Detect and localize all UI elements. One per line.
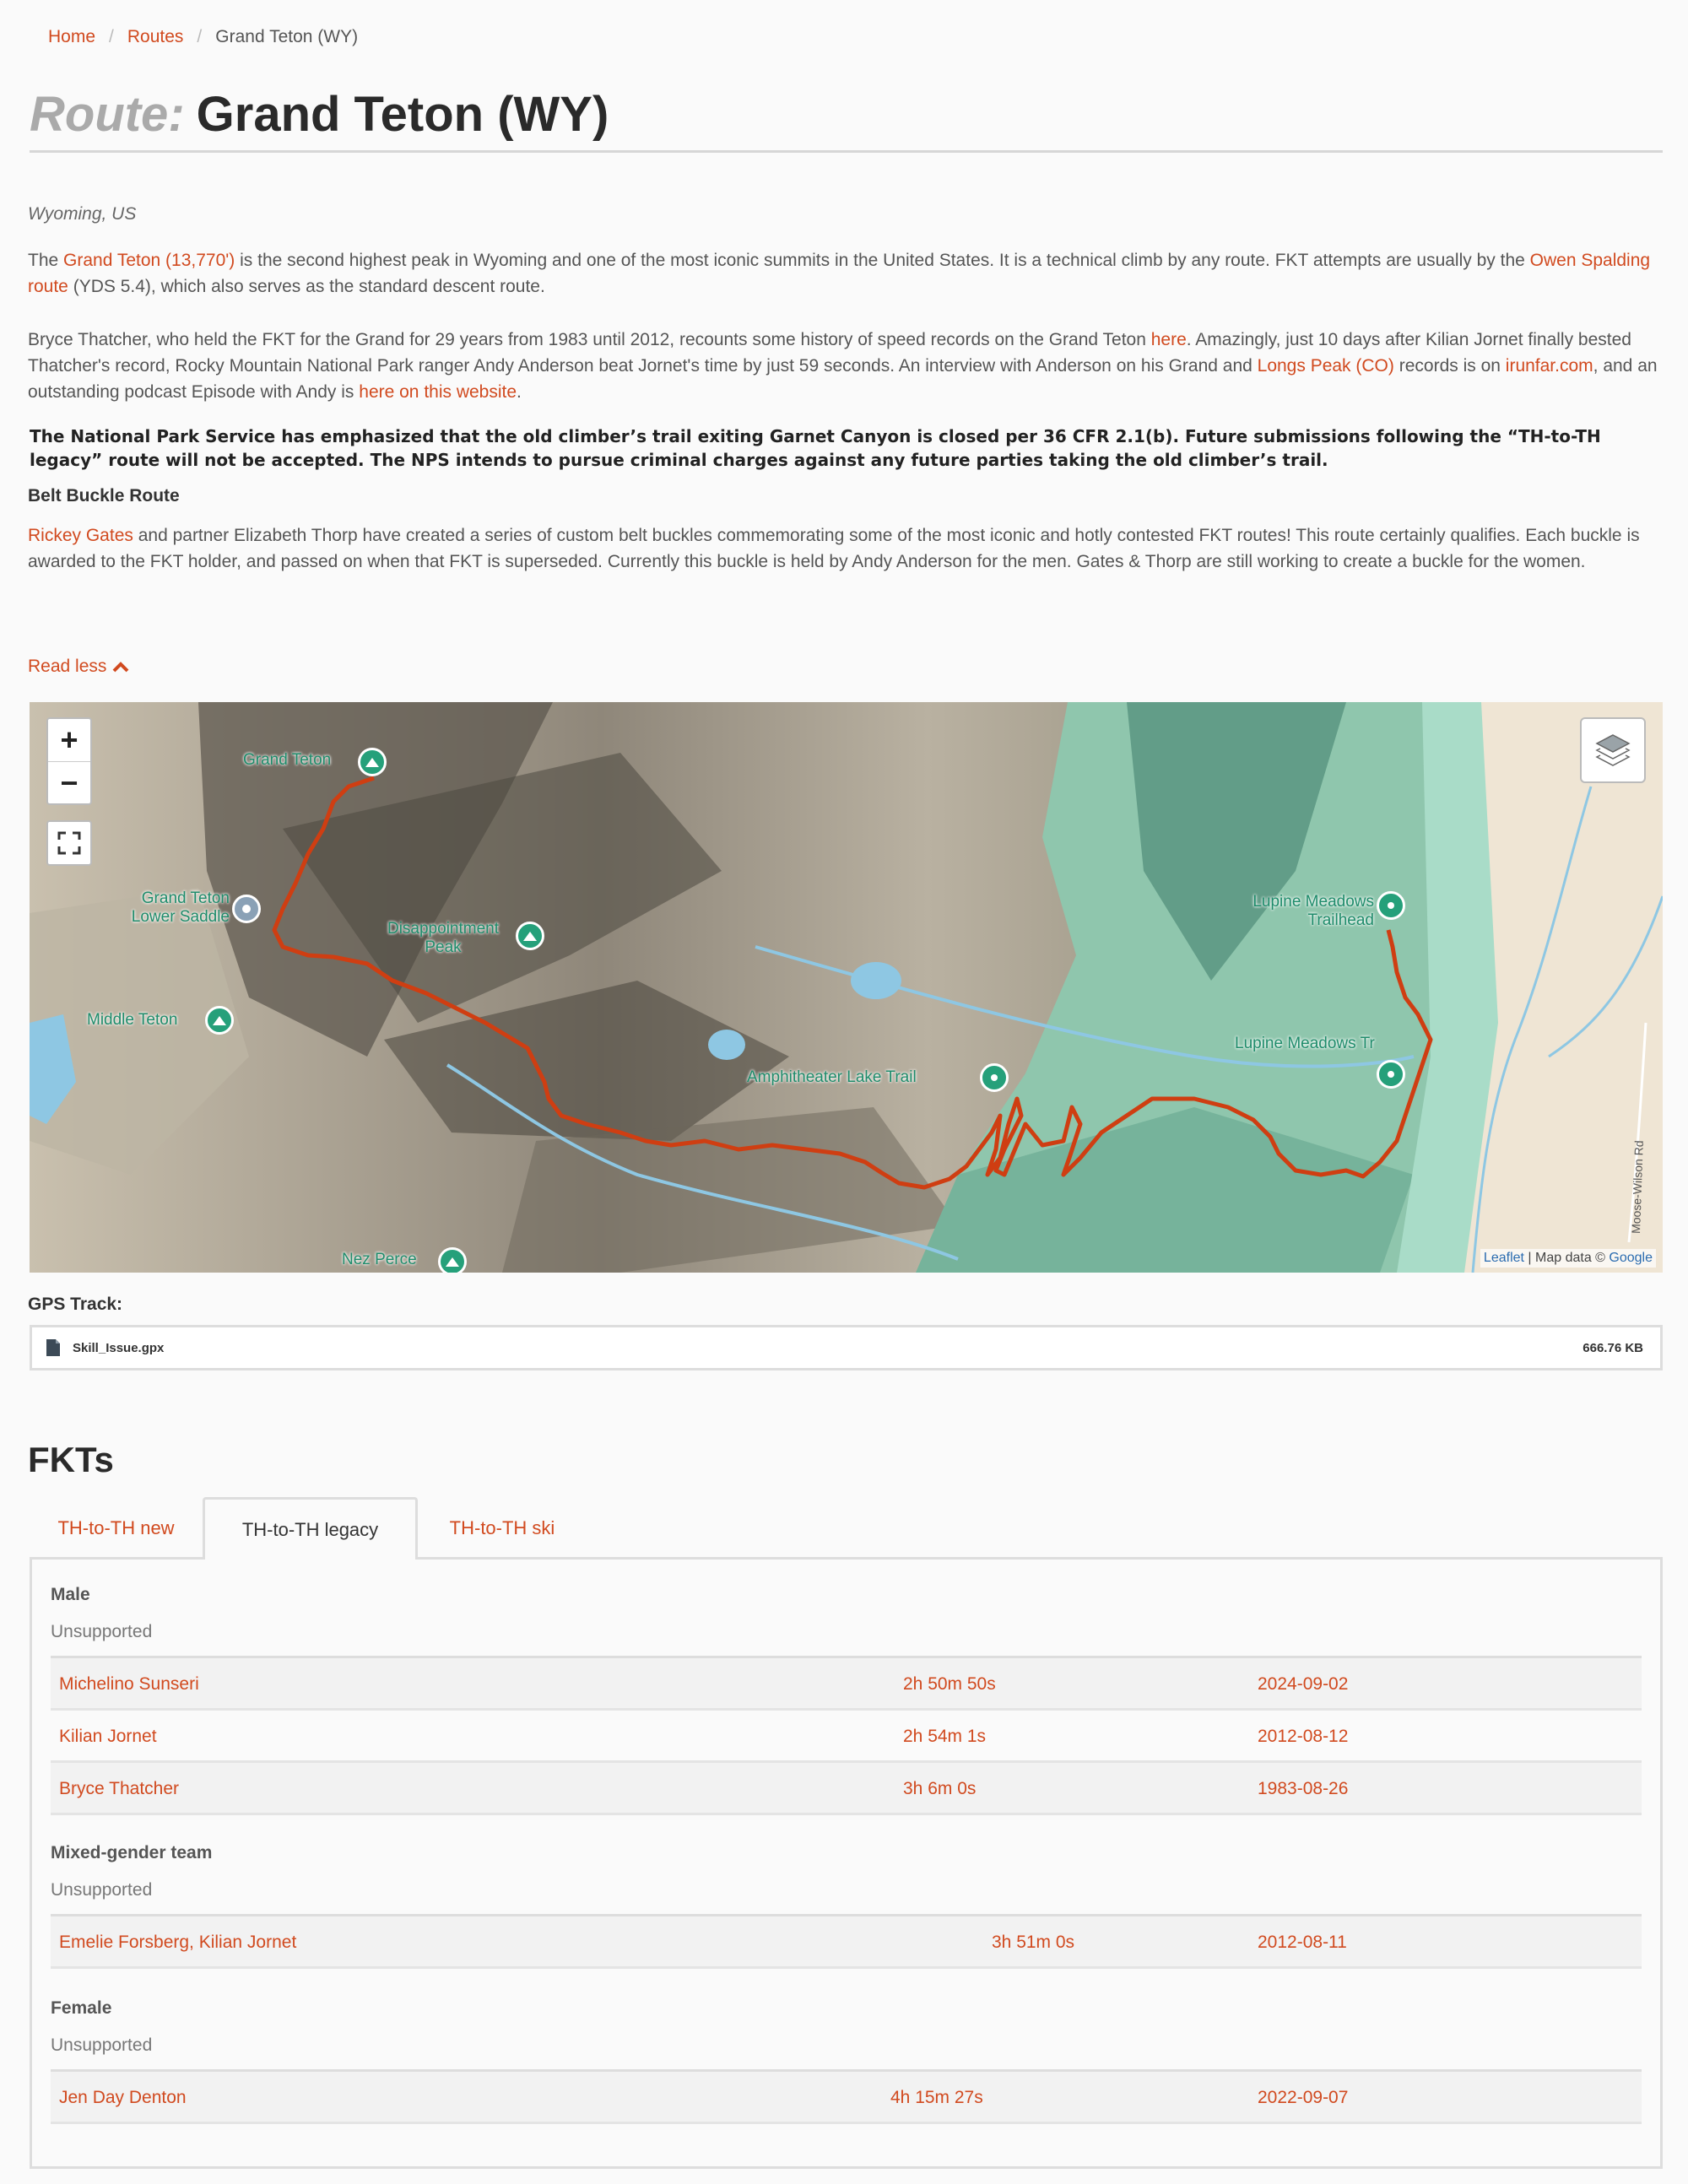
group-style-male: Unsupported [51, 1622, 153, 1641]
mountain-icon [365, 756, 380, 768]
mountain-icon [445, 1256, 460, 1268]
belt-buckle-text: and partner Elizabeth Thorp have created a series of custom belt buckles commemorating some of the most iconic and hotly contested FKT routes! This route certainly qualifies. Each buckle is awarded to the FKT holder, and passed on when that FKT is superseded. Currently this buckle is held by Andy Anderson for the men. Gates & Thorp are still working to create a buckle for the women. [28, 526, 1640, 571]
intro-text: . Amazingly, just 10 days after Kilian Jornet finally bested Thatcher's record, Rocky Mountain National Park ranger Andy Anderson beat Jornet's time by just 59 seconds. An interview with Anderson on his Grand and [28, 330, 1631, 376]
grand-teton-link[interactable]: Grand Teton (13,770') [63, 251, 235, 270]
group-style-female: Unsupported [51, 2035, 153, 2055]
group-heading-female: Female [51, 1998, 112, 2018]
location-icon [241, 903, 252, 915]
page-title [30, 86, 609, 143]
trailhead-label-line: Trailhead [1307, 911, 1374, 929]
fullscreen-button[interactable] [46, 820, 92, 866]
athlete-name[interactable]: Bryce Thatcher [59, 1779, 180, 1798]
breadcrumb-home-link[interactable]: Home [48, 27, 96, 46]
fkt-time[interactable]: 4h 15m 27s [890, 2088, 983, 2107]
lower-saddle-label-line: Lower Saddle [131, 908, 230, 926]
nez-perce-label: Nez Perce [342, 1251, 417, 1268]
belt-buckle-heading: Belt Buckle Route [28, 486, 180, 505]
intro-text: The [28, 251, 64, 270]
attribution-text: | Map data © [1523, 1251, 1610, 1265]
tab-th-to-th-new[interactable]: TH-to-TH new [57, 1517, 175, 1538]
leaflet-link[interactable]: Leaflet [1483, 1251, 1524, 1265]
mountain-icon [212, 1014, 227, 1026]
lower-saddle-marker[interactable] [232, 895, 261, 923]
lupine-trail-label: Lupine Meadows Tr [1235, 1035, 1375, 1052]
fkt-date[interactable]: 2022-09-07 [1258, 2088, 1349, 2107]
disappointment-peak-label [367, 920, 519, 957]
intro-text: , and an outstanding podcast Episode with Andy is [28, 356, 1658, 402]
gps-file-name[interactable]: Skill_Issue.gpx [73, 1340, 165, 1355]
amphitheater-label: Amphitheater Lake Trail [747, 1068, 917, 1086]
intro-text: records is on [1393, 356, 1506, 376]
gps-file[interactable] [46, 1338, 164, 1357]
fullscreen-icon [57, 830, 82, 856]
fkt-date[interactable]: 2012-08-11 [1258, 1933, 1347, 1952]
breadcrumb-separator: / [109, 27, 114, 46]
history-here-link[interactable]: here [1150, 330, 1187, 349]
google-link[interactable]: Google [1609, 1251, 1653, 1265]
athlete-name[interactable]: Michelino Sunseri [59, 1674, 199, 1694]
chevron-up-icon [111, 660, 130, 673]
zoom-control [46, 717, 92, 805]
longs-peak-link[interactable]: Longs Peak (CO) [1257, 356, 1394, 376]
map-attribution [1480, 1249, 1656, 1268]
map-terrain [30, 702, 1663, 1273]
intro-paragraph-2 [28, 327, 1661, 405]
nez-perce-marker[interactable] [438, 1247, 467, 1273]
layers-icon [1593, 732, 1632, 769]
middle-teton-marker[interactable] [205, 1006, 234, 1035]
fkt-table-male [51, 1656, 1642, 1815]
fkt-time[interactable]: 3h 51m 0s [992, 1933, 1075, 1952]
file-icon [46, 1338, 61, 1357]
grand-teton-label: Grand Teton [243, 751, 332, 769]
gps-track-label: GPS Track: [28, 1295, 123, 1314]
table-row[interactable] [51, 1763, 1642, 1815]
fkt-date[interactable]: 1983-08-26 [1258, 1779, 1349, 1798]
fkt-table-mixed [51, 1914, 1642, 1969]
group-style-mixed: Unsupported [51, 1880, 153, 1900]
tab-th-to-th-legacy[interactable]: TH-to-TH legacy [203, 1497, 418, 1560]
trail-icon [1385, 900, 1397, 911]
read-less-label: Read less [28, 657, 107, 676]
disappointment-label-line: Disappointment [387, 920, 500, 938]
fkt-panel [30, 1557, 1663, 2169]
page-title-name: Grand Teton (WY) [196, 87, 609, 142]
owen-spalding-link[interactable]: Owen Spalding route [28, 251, 1651, 296]
read-less-toggle[interactable] [28, 657, 130, 677]
nps-notice: The National Park Service has emphasized that the old climber’s trail exiting Garnet Canyon is closed per 36 CFR 2.1(b). Future submissions following the “TH-to-TH legacy” route will not be accepted. The NPS intends to pursue criminal charges against any future parties taking the old climber’s trail. [30, 426, 1601, 470]
trailhead-label-line: Lupine Meadows [1252, 893, 1374, 911]
table-row[interactable] [51, 1658, 1642, 1711]
zoom-out-button[interactable]: − [48, 761, 90, 803]
amphitheater-marker[interactable] [980, 1063, 1009, 1092]
fkt-date[interactable]: 2024-09-02 [1258, 1674, 1349, 1694]
breadcrumb [48, 27, 358, 47]
middle-teton-label: Middle Teton [87, 1011, 178, 1029]
gps-file-size: 666.76 KB [1582, 1340, 1643, 1355]
gps-file-row[interactable] [30, 1325, 1663, 1370]
summit-marker[interactable] [358, 748, 387, 776]
intro-text: . [517, 382, 522, 402]
athlete-name[interactable]: Kilian Jornet [59, 1727, 157, 1746]
lupine-trail-marker[interactable] [1377, 1060, 1405, 1089]
group-heading-mixed: Mixed-gender team [51, 1843, 213, 1862]
road-label: Moose-Wilson Rd [1629, 1140, 1646, 1235]
table-row[interactable] [51, 1916, 1642, 1969]
intro-text: Bryce Thatcher, who held the FKT for the Grand for 29 years from 1983 until 2012, recounts some history of speed records on the Grand Teton [28, 330, 1151, 349]
route-location: Wyoming, US [28, 204, 137, 224]
trailhead-label [1215, 893, 1374, 930]
disappointment-label-line: Peak [425, 938, 462, 956]
mountain-icon [522, 930, 538, 942]
route-map[interactable] [30, 702, 1663, 1273]
lower-saddle-label-line: Grand Teton [141, 889, 230, 907]
fkt-tabs [30, 1497, 1663, 1558]
tab-th-to-th-ski[interactable]: TH-to-TH ski [449, 1517, 555, 1538]
fkts-heading: FKTs [28, 1440, 114, 1479]
breadcrumb-separator: / [197, 27, 203, 46]
zoom-in-button[interactable]: + [60, 722, 78, 757]
breadcrumb-routes-link[interactable]: Routes [127, 27, 184, 46]
page-title-prefix: Route: [30, 87, 185, 142]
breadcrumb-current: Grand Teton (WY) [215, 27, 359, 46]
intro-paragraph-1 [28, 247, 1661, 300]
group-heading-male: Male [51, 1585, 90, 1604]
title-divider [30, 150, 1663, 153]
intro-text: (YDS 5.4), which also serves as the standard descent route. [68, 277, 545, 296]
table-row[interactable] [51, 1711, 1642, 1763]
intro-text: is the second highest peak in Wyoming and one of the most iconic summits in the United States. It is a technical climb by any route. FKT attempts are usually by the [235, 251, 1530, 270]
irunfar-link[interactable]: irunfar.com [1505, 356, 1593, 376]
disappointment-peak-marker[interactable] [516, 922, 544, 950]
athlete-name[interactable]: Emelie Forsberg, Kilian Jornet [59, 1933, 297, 1952]
table-row[interactable] [51, 2072, 1642, 2124]
podcast-link[interactable]: here on this website [359, 382, 517, 402]
belt-buckle-paragraph [28, 522, 1661, 575]
fkt-date[interactable]: 2012-08-12 [1258, 1727, 1349, 1746]
rickey-gates-link[interactable]: Rickey Gates [28, 526, 133, 545]
layers-button[interactable] [1580, 717, 1646, 783]
trail-icon [1385, 1068, 1397, 1080]
fkt-time[interactable]: 2h 54m 1s [903, 1727, 987, 1746]
trail-icon [988, 1072, 1000, 1084]
fkt-table-female [51, 2069, 1642, 2124]
trailhead-marker[interactable] [1377, 891, 1405, 920]
fkt-time[interactable]: 2h 50m 50s [903, 1674, 996, 1694]
lower-saddle-label [111, 889, 230, 927]
fkt-time[interactable]: 3h 6m 0s [903, 1779, 977, 1798]
athlete-name[interactable]: Jen Day Denton [59, 2088, 187, 2107]
